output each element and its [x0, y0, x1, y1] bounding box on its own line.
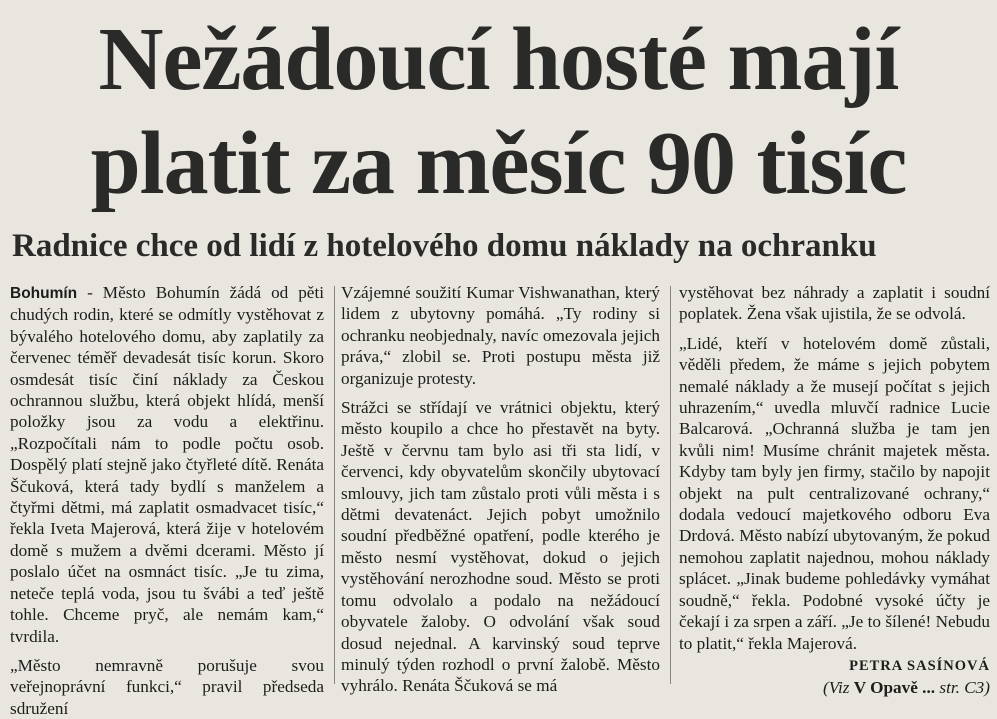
- xref-open: (Viz: [823, 678, 854, 698]
- column-1: [10, 282, 324, 718]
- xref-close: str. C3): [935, 678, 990, 698]
- headline-line-2: platit za měsíc 90 tisíc: [90, 114, 907, 213]
- column-3: [679, 282, 990, 698]
- headline: [0, 8, 997, 216]
- xref-title: V Opavě ...: [853, 678, 936, 698]
- paragraph-text: - Město Bohumín žádá od pěti chudých rodin, které se odmítly vystěhovat z bývalého hotelového domu, aby zaplatily za červenec téměř devadesát tisíc korun. Skoro osmdesát tisíc činí náklady za Českou ochrannou službu, která objekt hlídá, menší položky jsou za vodu a elektřinu. „Rozpočítali nám to podle počtu osob. Dospělý platí stejně jako čtyřleté dítě. Renáta Ščuková, která tady bydlí s manželem a čtyřmi dětmi, má zaplatit osmadvacet tisíc,“ řekla Iveta Majerová, která žije v hotelovém domě s mužem a dvěmi dcerami. Město jí poslalo účet na osmnáct tisíc. „Je tu zima, neteče teplá voda, jsou tu švábi a teď ještě tohle. Chceme pryč, ale nemám kam,“ tvrdila.: [10, 283, 324, 646]
- column-2: [341, 282, 660, 696]
- cross-reference: [679, 677, 990, 698]
- paragraph: Vzájemné soužití Kumar Vishwanathan, který lidem z ubytovny pomáhá. „Ty rodiny si ochranku neobjednaly, navíc omezovala jejich práva,“ zlobil se. Proti postupu města již organizuje protesty.: [341, 283, 660, 388]
- headline-line-1: Nežádoucí hosté mají: [98, 10, 899, 109]
- article-body: [10, 282, 990, 718]
- author-byline: PETRA SASÍNOVÁ: [849, 657, 990, 674]
- dateline: Bohumín: [10, 285, 78, 302]
- paragraph: [10, 282, 324, 647]
- paragraph: vystěhovat bez náhrady a zaplatit i soudní poplatek. Žena však ujistila, že se odvolá.: [679, 283, 990, 324]
- paragraph: „Město nemravně porušuje svou veřejnoprávní funkci,“ pravil předseda sdružení: [10, 655, 324, 718]
- subheadline: Radnice chce od lidí z hotelového domu náklady na ochranku: [12, 228, 877, 264]
- paragraph: Strážci se střídají ve vrátnici objektu, který město koupilo a chce ho přestavět na byty. Ještě v červnu tam bylo asi tři sta lidí, v červenci, kdy obyvatelům skončily ubytovací smlouvy, jich tam zůstalo proti vůli města i s dětmi devatenáct. Jejich pobyt umožnilo soudní předběžné opatření, podle kterého je město nesmí vystěhovat, dokud o jejich vystěhování nerozhodne soud. Město se proti tomu odvolalo a podalo na nežádoucí obyvatele žaloby. O odvolání však soud dosud nejednal. A karvinský soud teprve minulý týden rozhodl o první žalobě. Město vyhrálo. Renáta Ščuková se má: [341, 398, 660, 696]
- paragraph: „Lidé, kteří v hotelovém domě zůstali, věděli předem, že máme s jejich pobytem nemalé náklady a že musejí počítat s jejich uhrazením,“ uvedla mluvčí radnice Lucie Balcarová. „Ochranná služba je tam jen kvůli nim! Musíme chránit majetek města. Kdyby tam byly jen firmy, stačilo by napojit objekt na pult centralizované ochrany,“ dodala vedoucí majetkového odboru Eva Drdová. Město nabízí ubytovaným, že pokud nemohou zaplatit najednou, mohou náklady splácet. „Jinak budeme pohledávky vymáhat soudně,“ řekla. Podobné vysoké účty je čekají i za srpen a září. „Je to šílené! Nebudu to platit,“ řekla Majerová.: [679, 333, 990, 653]
